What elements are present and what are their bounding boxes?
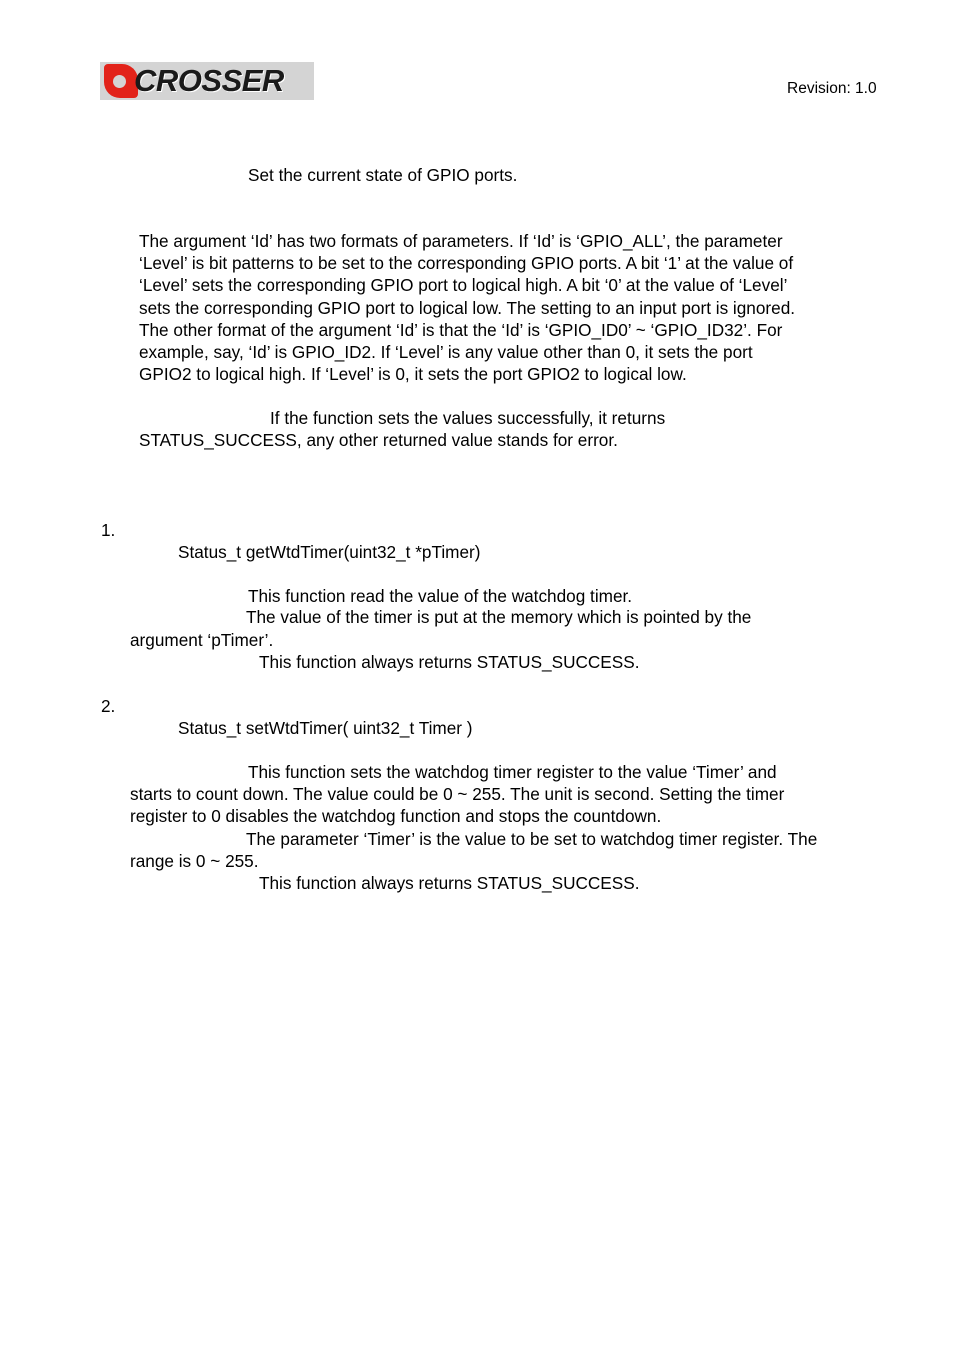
- function-2-description-line-1: This function sets the watchdog timer register to the value ‘Timer’ and: [248, 762, 777, 782]
- function-1-parameters-line-1: The value of the timer is put at the memory which is pointed by the: [246, 607, 752, 627]
- function-1-description: This function read the value of the watchdog timer.: [248, 586, 633, 606]
- remarks-line: ‘Level’ is bit patterns to be set to the corresponding GPIO ports. A bit ‘1’ at the value of: [139, 253, 794, 274]
- remarks-line: GPIO2 to logical high. If ‘Level’ is 0, it sets the port GPIO2 to logical low.: [139, 364, 687, 385]
- function-number-1: 1.: [101, 520, 116, 540]
- function-2-description-line-2: starts to count down. The value could be 0 ~ 255. The unit is second. Setting the timer: [130, 784, 785, 804]
- set-gpio-return-line-1: If the function sets the values successfully, it returns: [270, 408, 666, 428]
- revision-label: Revision: 1.0: [787, 80, 877, 97]
- set-gpio-description: Set the current state of GPIO ports.: [248, 165, 518, 185]
- logo-text: CROSSER: [134, 63, 284, 98]
- remarks-line: sets the corresponding GPIO port to logical low. The setting to an input port is ignored.: [139, 297, 796, 318]
- function-1-parameters-line-2: argument ‘pTimer’.: [130, 630, 274, 650]
- function-2-description-line-3: register to 0 disables the watchdog function and stops the countdown.: [130, 806, 662, 826]
- function-2-parameters-line-1: The parameter ‘Timer’ is the value to be set to watchdog timer register. The: [246, 829, 818, 849]
- remarks-line: ‘Level’ sets the corresponding GPIO port to logical high. A bit ‘0’ at the value of ‘Level’: [139, 275, 788, 296]
- function-1-return: This function always returns STATUS_SUCCESS.: [259, 652, 640, 672]
- function-2-return: This function always returns STATUS_SUCCESS.: [259, 873, 640, 893]
- remarks-line: The argument ‘Id’ has two formats of parameters. If ‘Id’ is ‘GPIO_ALL’, the parameter: [139, 231, 783, 251]
- function-2-parameters-line-2: range is 0 ~ 255.: [130, 851, 259, 871]
- function-2-signature: Status_t setWtdTimer( uint32_t Timer ): [178, 718, 473, 738]
- logo-a-mark-icon: [104, 64, 138, 98]
- set-gpio-return-line-2: STATUS_SUCCESS, any other returned value stands for error.: [139, 430, 618, 450]
- function-1-signature: Status_t getWtdTimer(uint32_t *pTimer): [178, 542, 481, 562]
- set-gpio-remarks: [139, 230, 795, 385]
- function-number-2: 2.: [101, 696, 116, 716]
- acrosser-logo: [100, 62, 314, 100]
- remarks-line: example, say, ‘Id’ is GPIO_ID2. If ‘Level’ is any value other than 0, it sets the port: [139, 342, 753, 363]
- remarks-line: The other format of the argument ‘Id’ is that the ‘Id’ is ‘GPIO_ID0’ ~ ‘GPIO_ID32’. For: [139, 319, 783, 340]
